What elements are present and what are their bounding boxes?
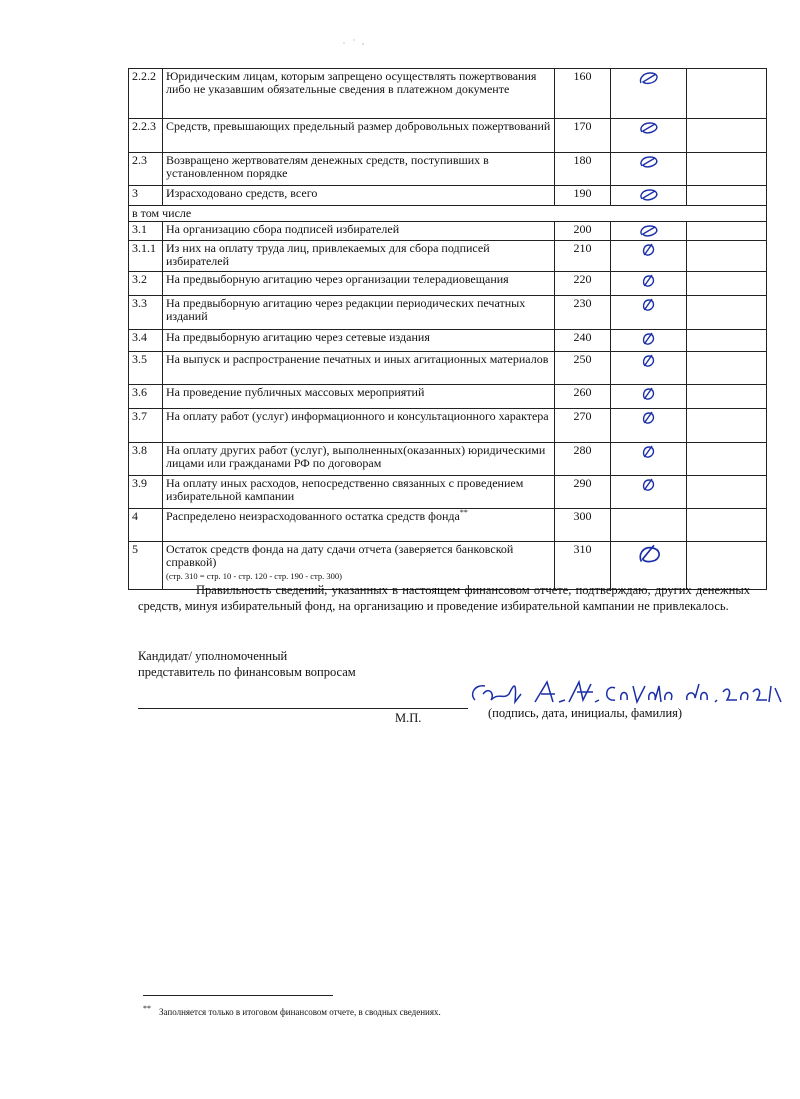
row-description-text: Распределено неизрасходованного остатка средств фонда <box>166 509 460 523</box>
row-extra-cell <box>687 509 767 542</box>
stamp-place-label: М.П. <box>395 711 422 725</box>
row-extra-cell <box>687 352 767 385</box>
row-amount <box>611 69 687 119</box>
row-number: 2.3 <box>129 153 163 186</box>
row-description: На оплату работ (услуг) информационного и консультационного характера <box>163 409 555 443</box>
row-code: 280 <box>555 443 611 476</box>
row-number: 3.4 <box>129 330 163 352</box>
row-amount <box>611 119 687 153</box>
handwritten-zero-icon <box>637 444 661 460</box>
handwritten-zero-icon <box>637 154 661 170</box>
row-number: 3.9 <box>129 476 163 509</box>
handwritten-zero-icon <box>637 120 661 136</box>
row-code: 260 <box>555 385 611 409</box>
row-extra-cell <box>687 186 767 206</box>
handwritten-zero-icon <box>637 187 661 203</box>
row-code: 240 <box>555 330 611 352</box>
subheader-label: в том числе <box>129 206 767 222</box>
row-number: 3.1 <box>129 222 163 241</box>
row-amount <box>611 296 687 330</box>
table-row <box>129 186 767 206</box>
row-code: 200 <box>555 222 611 241</box>
row-amount <box>611 352 687 385</box>
row-number: 3.5 <box>129 352 163 385</box>
row-extra-cell <box>687 443 767 476</box>
row-description: На оплату других работ (услуг), выполненных(оказанных) юридическими лицами или гражданами РФ по договорам <box>163 443 555 476</box>
table-row <box>129 509 767 542</box>
row-amount <box>611 409 687 443</box>
row-description-text: Остаток средств фонда на дату сдачи отчета (заверяется банковской справкой) <box>166 542 514 569</box>
signature-line <box>138 708 468 709</box>
handwritten-zero-icon <box>637 410 661 426</box>
row-amount <box>611 330 687 352</box>
row-amount <box>611 153 687 186</box>
row-number: 4 <box>129 509 163 542</box>
table-row <box>129 443 767 476</box>
row-amount <box>611 509 687 542</box>
row-number: 2.2.3 <box>129 119 163 153</box>
row-description: На оплату иных расходов, непосредственно связанных с проведением избирательной кампании <box>163 476 555 509</box>
row-description: На предвыборную агитацию через сетевые издания <box>163 330 555 352</box>
row-amount <box>611 241 687 272</box>
row-amount <box>611 385 687 409</box>
table-row <box>129 241 767 272</box>
row-code: 180 <box>555 153 611 186</box>
table-row <box>129 409 767 443</box>
row-code: 210 <box>555 241 611 272</box>
scan-speck-mark <box>336 34 376 48</box>
row-extra-cell <box>687 476 767 509</box>
row-code: 300 <box>555 509 611 542</box>
financial-report-table <box>128 68 767 590</box>
row-extra-cell <box>687 385 767 409</box>
row-extra-cell <box>687 119 767 153</box>
signature-caption: (подпись, дата, инициалы, фамилия) <box>488 706 683 720</box>
row-extra-cell <box>687 153 767 186</box>
handwritten-zero-icon <box>637 223 661 239</box>
row-number: 3.2 <box>129 272 163 296</box>
handwritten-zero-icon <box>637 242 661 258</box>
row-description: Средств, превышающих предельный размер добровольных пожертвований <box>163 119 555 153</box>
row-extra-cell <box>687 272 767 296</box>
footnote-mark: ** <box>459 508 468 517</box>
row-number: 3.6 <box>129 385 163 409</box>
table-row <box>129 476 767 509</box>
table-row <box>129 119 767 153</box>
table-subheader-row <box>129 206 767 222</box>
handwritten-zero-icon <box>637 353 661 369</box>
row-number: 3.3 <box>129 296 163 330</box>
table-row <box>129 352 767 385</box>
table-row <box>129 69 767 119</box>
row-number: 3.7 <box>129 409 163 443</box>
row-amount <box>611 222 687 241</box>
row-code: 250 <box>555 352 611 385</box>
row-formula-note: (стр. 310 = стр. 10 - стр. 120 - стр. 190 - стр. 300) <box>166 571 342 581</box>
handwritten-zero-icon <box>637 331 661 347</box>
row-number: 5 <box>129 542 163 590</box>
row-code: 190 <box>555 186 611 206</box>
table-row <box>129 296 767 330</box>
row-code: 310 <box>555 542 611 590</box>
row-number: 2.2.2 <box>129 69 163 119</box>
signer-line-2: представитель по финансовым вопросам <box>138 665 356 679</box>
row-description: Возвращено жертвователям денежных средств, поступивших в установленном порядке <box>163 153 555 186</box>
row-amount <box>611 476 687 509</box>
footnote-marker: ** <box>143 1004 151 1013</box>
handwritten-zero-icon <box>637 297 661 313</box>
table-row <box>129 272 767 296</box>
signer-line-1: Кандидат/ уполномоченный <box>138 649 288 663</box>
row-code: 170 <box>555 119 611 153</box>
row-description: На выпуск и распространение печатных и иных агитационных материалов <box>163 352 555 385</box>
row-extra-cell <box>687 222 767 241</box>
table-row <box>129 385 767 409</box>
footnote-divider <box>143 995 333 996</box>
row-extra-cell <box>687 241 767 272</box>
handwritten-zero-icon <box>637 70 661 86</box>
row-number: 3.8 <box>129 443 163 476</box>
row-description: На проведение публичных массовых мероприятий <box>163 385 555 409</box>
table-row <box>129 222 767 241</box>
row-description: Израсходовано средств, всего <box>163 186 555 206</box>
row-amount <box>611 186 687 206</box>
row-description: На предвыборную агитацию через организации телерадиовещания <box>163 272 555 296</box>
row-description: Из них на оплату труда лиц, привлекаемых для сбора подписей избирателей <box>163 241 555 272</box>
row-code: 220 <box>555 272 611 296</box>
row-code: 230 <box>555 296 611 330</box>
confirmation-statement: Правильность сведений, указанных в настоящем финансовом отчете, подтверждаю, других денежных средств, минуя избирательный фонд, на организацию и проведение избирательной кампании не привлекалось. <box>138 583 750 613</box>
footnote-text: Заполняется только в итоговом финансовом отчете, в сводных сведениях. <box>159 1007 441 1017</box>
handwritten-zero-icon <box>637 477 661 493</box>
row-extra-cell <box>687 330 767 352</box>
row-extra-cell <box>687 296 767 330</box>
row-description: На организацию сбора подписей избирателей <box>163 222 555 241</box>
row-number: 3.1.1 <box>129 241 163 272</box>
handwritten-zero-icon <box>637 386 661 402</box>
table-row <box>129 153 767 186</box>
row-number: 3 <box>129 186 163 206</box>
row-extra-cell <box>687 69 767 119</box>
row-extra-cell <box>687 409 767 443</box>
row-code: 290 <box>555 476 611 509</box>
handwritten-zero-icon <box>634 543 664 565</box>
row-code: 160 <box>555 69 611 119</box>
table-row <box>129 330 767 352</box>
handwritten-zero-icon <box>637 273 661 289</box>
row-description: На предвыборную агитацию через редакции периодических печатных изданий <box>163 296 555 330</box>
row-amount <box>611 443 687 476</box>
row-code: 270 <box>555 409 611 443</box>
row-description: Юридическим лицам, которым запрещено осуществлять пожертвования либо не указавшим обязательные сведения в платежном документе <box>163 69 555 119</box>
row-description <box>163 509 555 542</box>
row-amount <box>611 272 687 296</box>
footnote <box>143 1003 441 1018</box>
